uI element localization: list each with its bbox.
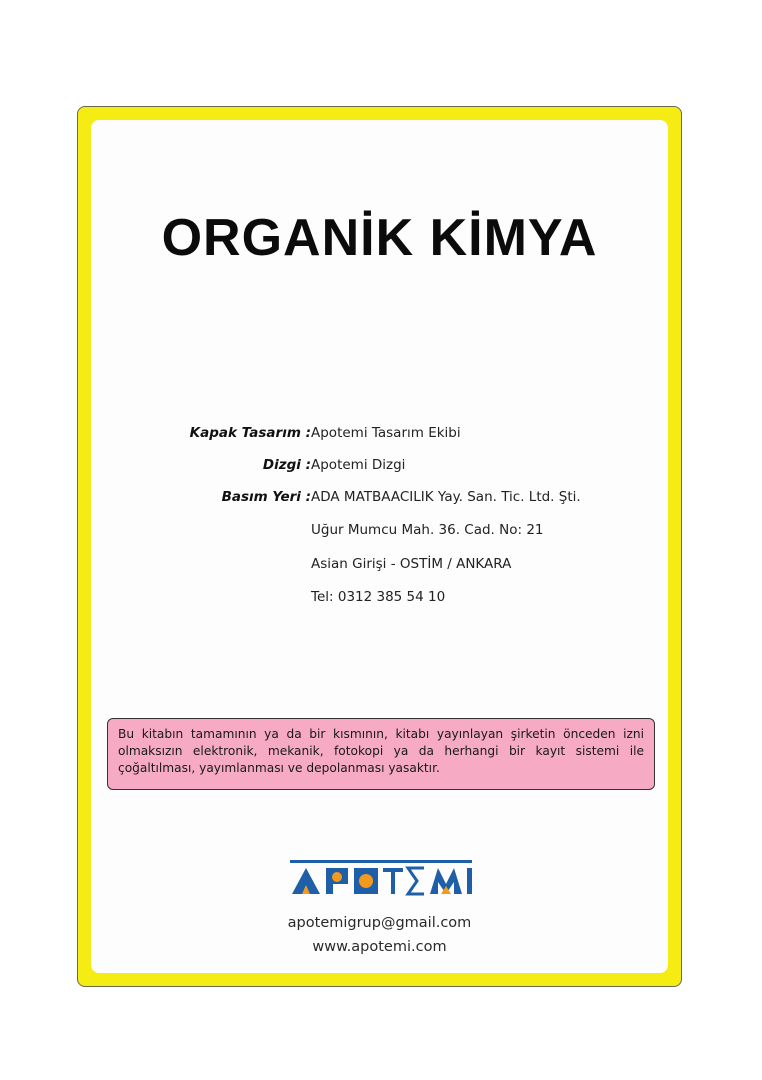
- cover-label: Kapak Tasarım :: [189, 425, 311, 441]
- apotemi-logo: [286, 858, 476, 898]
- print-label: Basım Yeri :: [221, 489, 311, 505]
- cover-value: Apotemi Tasarım Ekibi: [311, 425, 461, 441]
- credit-row-print-2: [91, 522, 668, 544]
- credit-row-print: [91, 489, 668, 511]
- print-line-2: Uğur Mumcu Mah. 36. Cad. No: 21: [311, 522, 544, 538]
- contact-website: www.apotemi.com: [312, 939, 447, 955]
- credit-row-typeset: [91, 457, 668, 479]
- print-line-3: Asian Girişi - OSTİM / ANKARA: [311, 556, 512, 572]
- credit-row-print-4: [91, 589, 668, 611]
- credit-row-print-3: [91, 556, 668, 578]
- contact-email: apotemigrup@gmail.com: [287, 915, 472, 931]
- typeset-label: Dizgi :: [262, 457, 311, 473]
- credit-row-cover: [91, 425, 668, 447]
- book-title: ORGANİK KİMYA: [161, 209, 598, 267]
- print-line-1: ADA MATBAACILIK Yay. San. Tic. Ltd. Şti.: [311, 489, 581, 505]
- page-inner: [91, 120, 668, 973]
- print-line-4: Tel: 0312 385 54 10: [311, 589, 446, 605]
- copyright-notice: Bu kitabın tamamının ya da bir kısmının, kitabı yayınlayan şirketin önceden izni olmaksızın elektronik, mekanik, fotokopi ya da herhangi bir kayıt sistemi ile çoğaltılması, yayımlanması ve depolanması yasaktır.: [107, 718, 655, 790]
- typeset-value: Apotemi Dizgi: [311, 457, 406, 473]
- page-frame: [77, 106, 682, 987]
